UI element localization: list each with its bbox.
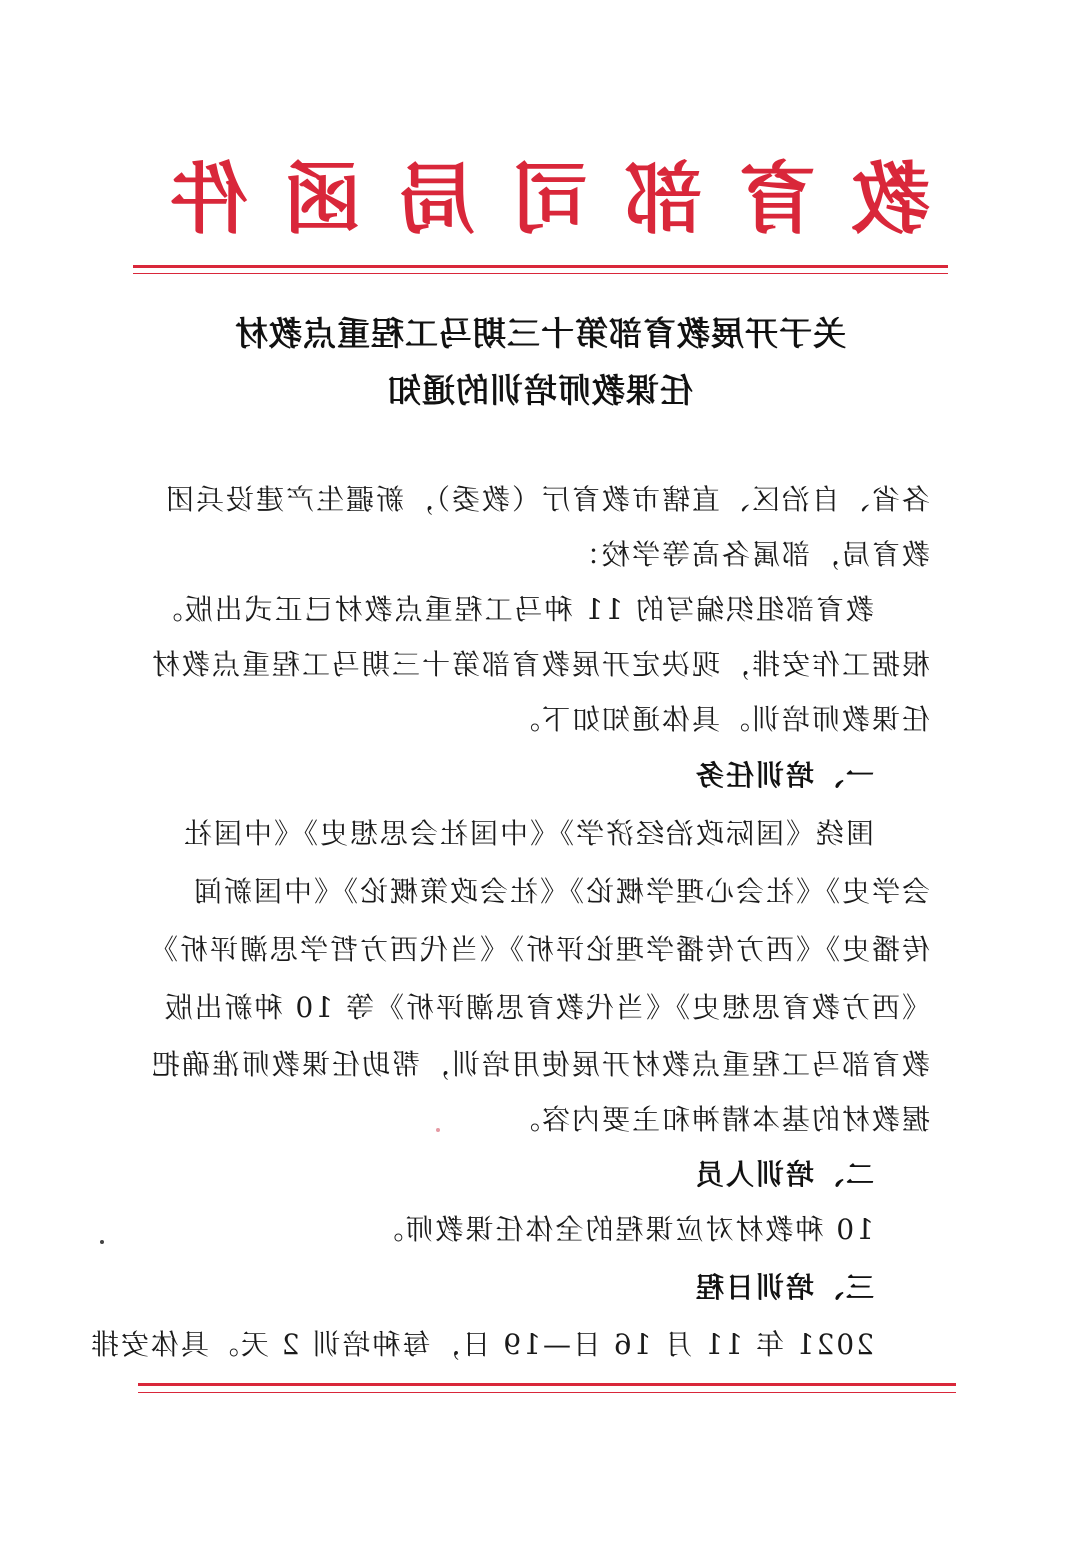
body-paragraph-line: 教育部组织编写的 11 种马工程重点教材已正式出版。: [152, 593, 874, 626]
letterhead-rule-thick: [133, 265, 948, 268]
letterhead: [170, 150, 930, 250]
body-paragraph-line: 《西方教育思想史》《当代教育思潮评析》等 10 种新出版: [162, 991, 930, 1024]
footer-rule-thick: [138, 1383, 956, 1386]
letterhead-char: 部: [624, 155, 703, 245]
letterhead-char: 教: [851, 155, 930, 245]
letterhead-char: 局: [397, 155, 476, 245]
scan-speck: [436, 1128, 440, 1132]
letterhead-char: 件: [170, 155, 249, 245]
body-paragraph-line: 握教材的基本精神和主要内容。: [509, 1103, 930, 1136]
letterhead-char: 函: [283, 155, 362, 245]
salutation-line: 教育局，部属各高等学校：: [569, 538, 930, 571]
body-paragraph-line: 任课教师培训。具体通知如下。: [509, 703, 930, 736]
scan-speck: [100, 1240, 104, 1244]
body-paragraph-line: 2021 年 11 月 16 日—19 日，每种培训 2 天。具体安排: [88, 1328, 874, 1361]
footer-rule-thin: [138, 1392, 956, 1393]
section-heading: 一、培训任务: [693, 759, 874, 792]
body-paragraph-line: 教育部马工程重点教材开展使用培训，帮助任课教师准确把: [149, 1048, 930, 1081]
body-paragraph-line: 10 种教材对应课程的全体任课教师。: [373, 1213, 874, 1246]
section-heading: 二、培训人员: [693, 1158, 874, 1191]
letterhead-char: 育: [738, 155, 817, 245]
salutation-line: 各省、自治区、直辖市教育厅（教委），新疆生产建设兵团: [163, 483, 930, 516]
body-paragraph-line: 根据工作安排，现决定开展教育部第十三期马工程重点教材: [149, 648, 930, 681]
section-heading: 三、培训日程: [693, 1271, 874, 1304]
letterhead-rule-thin: [133, 273, 948, 274]
body-paragraph-line: 围绕《国际政治经济学》《中国社会思想史》《中国社: [181, 817, 874, 850]
letterhead-char: 司: [511, 155, 590, 245]
body-paragraph-line: 传播史》《西方传播学理论评析》《当代西方哲学思潮评析》: [147, 933, 930, 966]
notice-title-line-1: 关于开展教育部第十三期马工程重点教材: [234, 314, 846, 353]
body-paragraph-line: 会学史》《社会心理学概论》《社会政策概论》《中国新闻: [191, 875, 930, 908]
notice-title-line-2: 任课教师培训的通知: [387, 371, 693, 410]
